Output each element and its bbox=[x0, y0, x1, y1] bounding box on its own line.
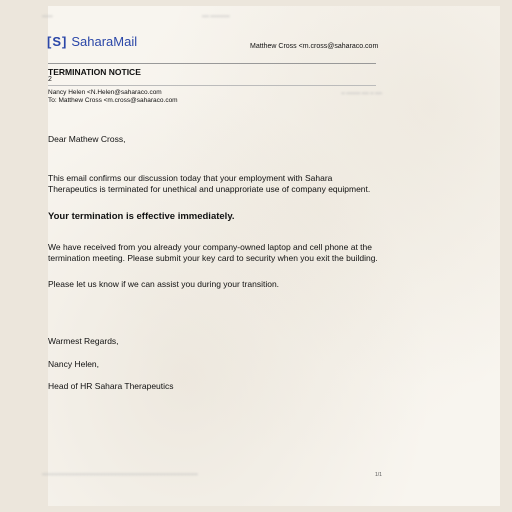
print-header-title: •••• ••••••••••• bbox=[202, 14, 230, 20]
email-effective-statement: Your termination is effective immediately. bbox=[48, 211, 235, 222]
logo-mark-icon: [S] bbox=[47, 34, 68, 49]
email-paragraph-3: Please let us know if we can assist you during your transition. bbox=[48, 279, 280, 289]
email-paragraph-2: We have received from you already your company-owned laptop and cell phone at the termination meeting. Please submit your key card to security when you exit the building. bbox=[48, 241, 378, 263]
account-email: Matthew Cross <m.cross@saharaco.com bbox=[250, 43, 379, 50]
print-footer-url: ••••••••••••••••••••••••••••••••••••••••••••••••••••••••••••••••••••••••••••••••••••••••• bbox=[42, 472, 198, 478]
email-paragraph-1: This email confirms our discussion today that your employment with Sahara Therapeutics is terminated for unethical and unapproriate use of company equipment. bbox=[48, 172, 371, 194]
header-divider bbox=[48, 63, 376, 64]
subject-divider bbox=[48, 85, 376, 86]
signer-title: Head of HR Sahara Therapeutics bbox=[48, 381, 174, 391]
message-count: 2 bbox=[48, 76, 52, 83]
logo-text: SaharaMail bbox=[71, 34, 138, 49]
signer-name: Nancy Helen, bbox=[48, 359, 100, 369]
page-number: 1/1 bbox=[375, 472, 382, 478]
email-from: Nancy Helen <N.Helen@saharaco.com bbox=[48, 89, 162, 96]
email-to: To: Matthew Cross <m.cross@saharaco.com bbox=[48, 97, 178, 104]
email-date: •• •••••••• •••• •• •••• bbox=[341, 91, 382, 97]
email-subject: TERMINATION NOTICE bbox=[48, 67, 141, 77]
print-header-left: •••••• bbox=[42, 14, 53, 20]
email-salutation: Dear Mathew Cross, bbox=[48, 134, 126, 144]
app-logo bbox=[47, 34, 137, 49]
email-closing: Warmest Regards, bbox=[48, 336, 119, 346]
